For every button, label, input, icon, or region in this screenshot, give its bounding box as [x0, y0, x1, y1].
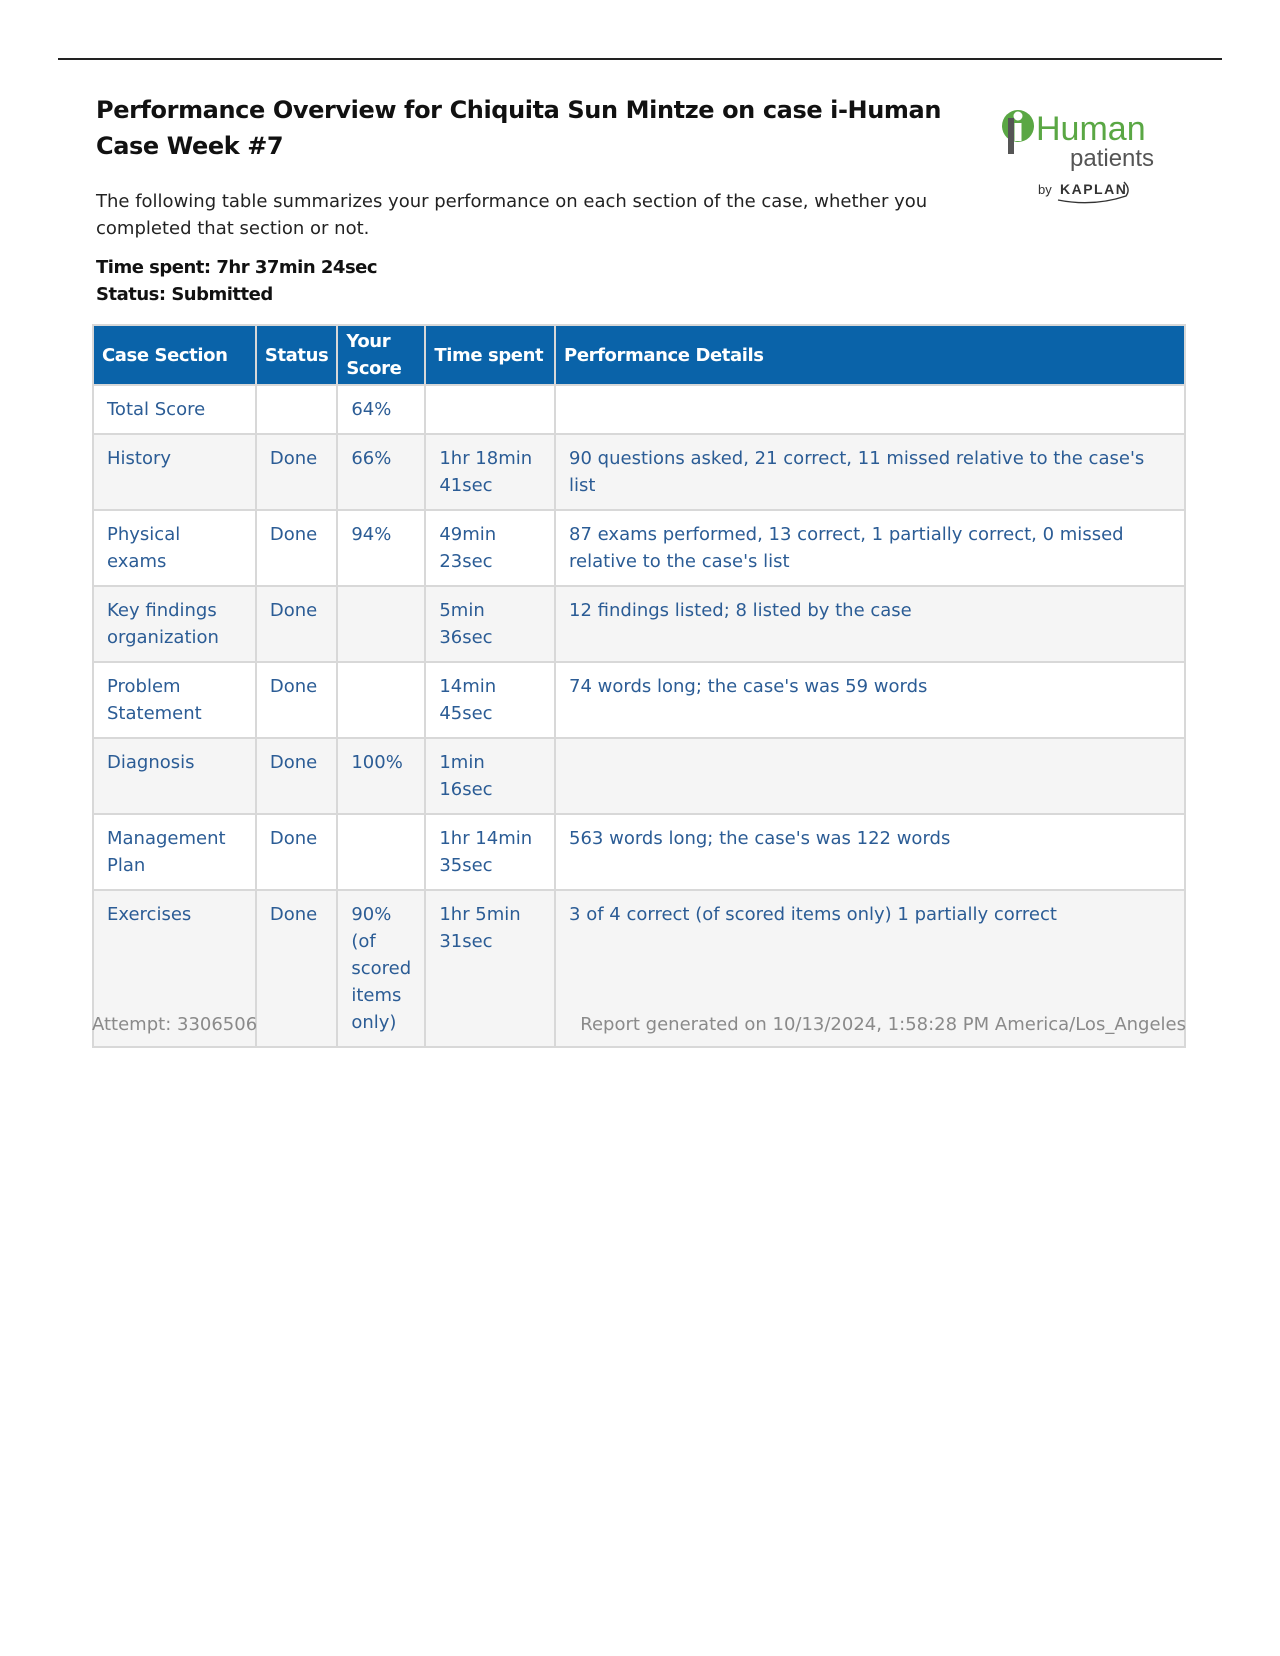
cell-details: [555, 385, 1185, 434]
col-header-time-spent: Time spent: [425, 325, 555, 385]
cell-score: 94%: [337, 510, 425, 586]
cell-time: 1hr 18min 41sec: [425, 434, 555, 510]
ihuman-person-icon: [1002, 110, 1034, 154]
cell-score: [337, 814, 425, 890]
cell-details: 87 exams performed, 13 correct, 1 partially correct, 0 missed relative to the case's list: [555, 510, 1185, 586]
cell-section: Management Plan: [93, 814, 256, 890]
submission-status: Status: Submitted: [96, 284, 273, 305]
cell-status: Done: [256, 510, 337, 586]
col-header-status: Status: [256, 325, 337, 385]
cell-section: Exercises: [93, 890, 256, 1047]
cell-details: 563 words long; the case's was 122 words: [555, 814, 1185, 890]
cell-score: 66%: [337, 434, 425, 510]
performance-table: [92, 324, 1186, 1048]
logo-partner: KAPLAN: [1060, 181, 1128, 197]
table-row: [93, 662, 1185, 738]
table-row: [93, 385, 1185, 434]
cell-status: [256, 385, 337, 434]
cell-status: Done: [256, 586, 337, 662]
logo-brand-sub: patients: [1070, 145, 1155, 172]
cell-score: [337, 586, 425, 662]
time-spent-total: Time spent: 7hr 37min 24sec: [96, 257, 378, 278]
cell-details: 12 findings listed; 8 listed by the case: [555, 586, 1185, 662]
cell-details: 3 of 4 correct (of scored items only) 1 partially correct: [555, 890, 1185, 1047]
cell-details: 74 words long; the case's was 59 words: [555, 662, 1185, 738]
ihuman-patients-logo: [998, 106, 1178, 206]
table-row: [93, 738, 1185, 814]
cell-status: Done: [256, 890, 337, 1047]
cell-status: Done: [256, 662, 337, 738]
cell-status: Done: [256, 434, 337, 510]
cell-section: Physical exams: [93, 510, 256, 586]
cell-section: Diagnosis: [93, 738, 256, 814]
cell-time: 14min 45sec: [425, 662, 555, 738]
page-title: Performance Overview for Chiquita Sun Mintze on case i-Human Case Week #7: [96, 96, 942, 160]
col-header-case-section: Case Section: [93, 325, 256, 385]
cell-section: Problem Statement: [93, 662, 256, 738]
cell-score: 64%: [337, 385, 425, 434]
cell-time: 49min 23sec: [425, 510, 555, 586]
cell-time: 1hr 5min 31sec: [425, 890, 555, 1047]
table-row: [93, 586, 1185, 662]
col-header-your-score: Your Score: [337, 325, 425, 385]
intro-text: The following table summarizes your performance on each section of the case, whether you completed that section or not.: [96, 191, 928, 239]
cell-status: Done: [256, 814, 337, 890]
table-row: [93, 814, 1185, 890]
logo-by: by: [1038, 182, 1052, 197]
report-generated-timestamp: Report generated on 10/13/2024, 1:58:28 PM America/Los_Angeles: [580, 1014, 1186, 1035]
table-header-row: [93, 325, 1185, 385]
cell-time: 1min 16sec: [425, 738, 555, 814]
summary-meta: [96, 254, 377, 308]
cell-time: 5min 36sec: [425, 586, 555, 662]
table-row: [93, 510, 1185, 586]
table-row: [93, 434, 1185, 510]
cell-details: [555, 738, 1185, 814]
cell-status: Done: [256, 738, 337, 814]
cell-section: Total Score: [93, 385, 256, 434]
cell-score: 90% (of scored items only): [337, 890, 425, 1047]
top-rule: [58, 58, 1222, 60]
cell-time: [425, 385, 555, 434]
logo-brand-name: Human: [1036, 110, 1146, 148]
cell-score: [337, 662, 425, 738]
cell-score: 100%: [337, 738, 425, 814]
col-header-performance-details: Performance Details: [555, 325, 1185, 385]
cell-section: History: [93, 434, 256, 510]
cell-section: Key findings organization: [93, 586, 256, 662]
cell-details: 90 questions asked, 21 correct, 11 missed relative to the case's list: [555, 434, 1185, 510]
attempt-id: Attempt: 3306506: [92, 1014, 258, 1035]
cell-time: 1hr 14min 35sec: [425, 814, 555, 890]
